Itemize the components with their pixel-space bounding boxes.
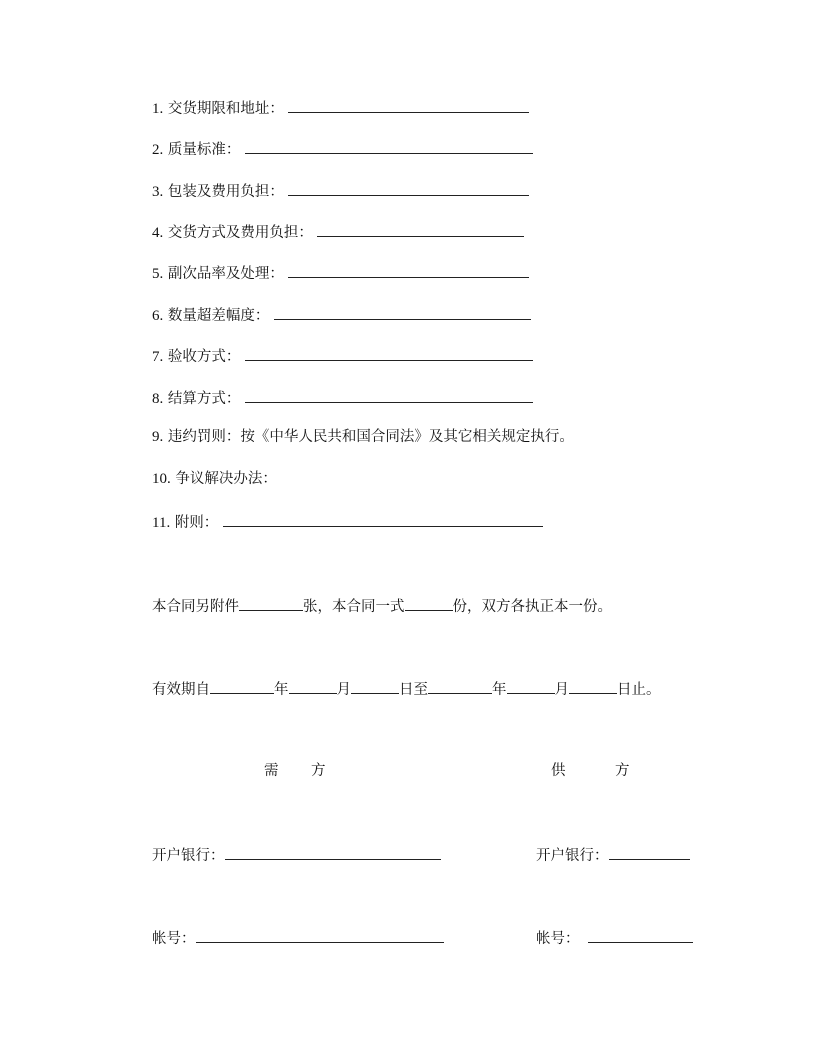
clause-label: 数量超差幅度：: [167, 308, 270, 324]
buyer-account-blank[interactable]: [196, 925, 444, 943]
delivery-deadline-address-blank[interactable]: [288, 95, 529, 113]
validity-text: 月: [554, 682, 569, 698]
seller-heading-char-2: 方: [615, 763, 630, 779]
validity-text: 有效期自: [152, 682, 210, 698]
attachments-text: 本合同另附件: [152, 599, 239, 615]
packaging-cost-blank[interactable]: [288, 178, 529, 196]
validity-text: 年: [274, 682, 289, 698]
account-label: 帐号：: [152, 931, 196, 947]
clause-number: 10.: [152, 471, 171, 487]
clause-label: 验收方式：: [167, 349, 241, 365]
clause-1: [152, 95, 529, 117]
clause-number: 3.: [152, 184, 164, 200]
start-year-blank[interactable]: [210, 676, 274, 694]
clause-number: 9.: [152, 429, 164, 445]
clause-8: [152, 385, 533, 407]
validity-text: 日止。: [617, 682, 661, 698]
buyer-heading-char-2: 方: [311, 763, 326, 779]
attachments-text: 张，本合同一式: [303, 599, 405, 615]
acceptance-method-blank[interactable]: [245, 343, 533, 361]
clause-label: 质量标准：: [167, 142, 241, 158]
account-label: 帐号：: [536, 931, 580, 947]
seller-account-field: [536, 925, 693, 950]
clause-label: 交货期限和地址：: [167, 101, 284, 117]
clause-label: 副次品率及处理：: [167, 266, 284, 282]
end-month-blank[interactable]: [507, 676, 555, 694]
bank-label: 开户银行：: [536, 848, 609, 864]
supplementary-terms-blank[interactable]: [223, 509, 543, 527]
clause-label: 结算方式：: [167, 391, 241, 407]
clause-label: 附则：: [174, 515, 219, 531]
validity-text: 年: [492, 682, 507, 698]
quantity-tolerance-blank[interactable]: [274, 302, 531, 320]
buyer-account-field: [152, 925, 444, 950]
end-day-blank[interactable]: [569, 676, 617, 694]
clause-11: [152, 509, 543, 531]
delivery-method-cost-blank[interactable]: [317, 219, 524, 237]
clause-4: [152, 219, 524, 241]
clause-6: [152, 302, 531, 324]
attachments-text: 份，双方各执正本一份。: [452, 599, 612, 615]
bank-label: 开户银行：: [152, 848, 225, 864]
clause-label: 违约罚则：按《中华人民共和国合同法》及其它相关规定执行。: [167, 429, 574, 445]
clause-number: 2.: [152, 142, 164, 158]
buyer-bank-field: [152, 842, 441, 867]
seller-heading-char-1: 供: [551, 763, 566, 779]
clause-number: 6.: [152, 308, 164, 324]
start-month-blank[interactable]: [289, 676, 337, 694]
copies-count-blank[interactable]: [405, 593, 453, 611]
clause-number: 7.: [152, 349, 164, 365]
attachments-line: [152, 593, 612, 615]
buyer-bank-blank[interactable]: [225, 842, 441, 860]
validity-line: [152, 676, 661, 698]
start-day-blank[interactable]: [351, 676, 399, 694]
settlement-method-blank[interactable]: [245, 385, 533, 403]
attachment-count-blank[interactable]: [239, 593, 303, 611]
clause-label: 交货方式及费用负担：: [167, 225, 313, 241]
clause-2: [152, 136, 533, 158]
clause-label: 争议解决办法：: [175, 471, 277, 487]
clause-number: 5.: [152, 266, 164, 282]
end-year-blank[interactable]: [428, 676, 492, 694]
validity-text: 月: [336, 682, 351, 698]
clause-9: [152, 426, 574, 448]
clause-5: [152, 260, 529, 282]
clause-number: 4.: [152, 225, 164, 241]
clause-number: 11.: [152, 515, 171, 531]
clause-number: 1.: [152, 101, 164, 117]
validity-text: 日至: [399, 682, 428, 698]
clause-number: 8.: [152, 391, 164, 407]
defect-rate-blank[interactable]: [288, 260, 529, 278]
seller-bank-field: [536, 842, 690, 867]
clause-10: [152, 468, 277, 490]
seller-bank-blank[interactable]: [609, 842, 690, 860]
clause-3: [152, 178, 529, 200]
clause-label: 包装及费用负担：: [167, 184, 284, 200]
seller-account-blank[interactable]: [588, 925, 693, 943]
clause-7: [152, 343, 533, 365]
buyer-heading-char-1: 需: [264, 763, 279, 779]
quality-standard-blank[interactable]: [245, 136, 533, 154]
